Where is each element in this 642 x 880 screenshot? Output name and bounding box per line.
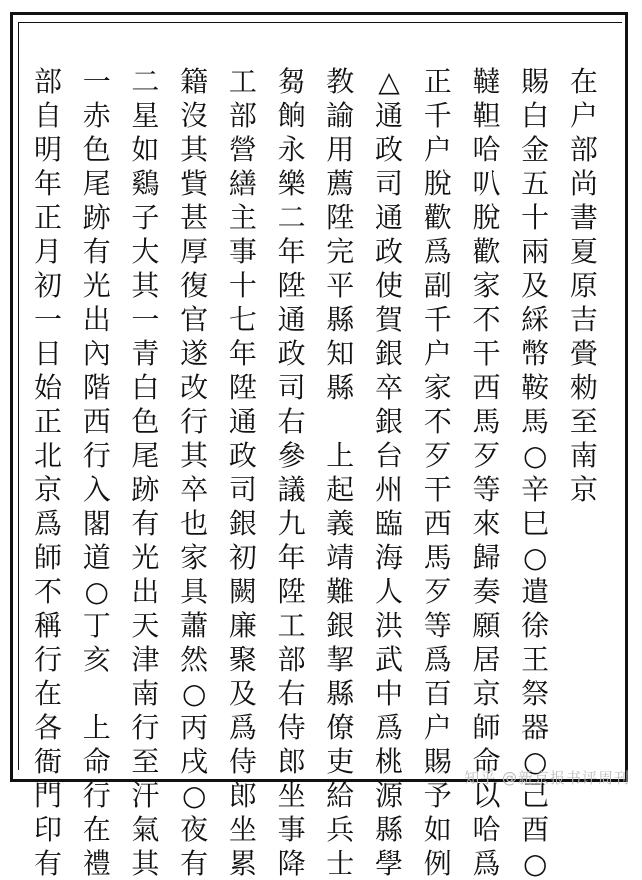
character: 降 <box>277 847 306 880</box>
character: 有 <box>180 847 209 880</box>
character: 州 <box>375 473 404 506</box>
text-column <box>125 65 165 880</box>
character: 師 <box>472 711 501 744</box>
character: 芻 <box>277 65 306 98</box>
character: 有 <box>131 507 160 540</box>
character: 居 <box>472 643 501 676</box>
character: 衙 <box>33 745 62 778</box>
character: 各 <box>33 711 62 744</box>
character: 賜 <box>423 745 452 778</box>
character: 內 <box>82 337 111 370</box>
character: 十 <box>521 201 550 234</box>
character: 工 <box>228 65 257 98</box>
character: 源 <box>375 779 404 812</box>
character: 勑 <box>569 371 598 404</box>
character: ○ <box>522 745 548 778</box>
character: 月 <box>33 235 62 268</box>
character: 哈 <box>472 133 501 166</box>
character: 予 <box>423 779 452 812</box>
character: 遣 <box>521 575 550 608</box>
character: 家 <box>472 269 501 302</box>
character: 二 <box>277 201 306 234</box>
text-column <box>369 65 409 880</box>
character: 諭 <box>326 99 355 132</box>
character: 千 <box>423 303 452 336</box>
character: 賫 <box>569 337 598 370</box>
character: 陞 <box>277 269 306 302</box>
character: 出 <box>131 575 160 608</box>
character: 至 <box>569 405 598 438</box>
character: 遂 <box>180 337 209 370</box>
character: 徐 <box>521 609 550 642</box>
character: 縣 <box>375 813 404 846</box>
character: 副 <box>423 269 452 302</box>
text-column <box>418 65 458 880</box>
character <box>81 678 113 710</box>
character: 營 <box>228 133 257 166</box>
character: 復 <box>180 269 209 302</box>
character: 階 <box>82 371 111 404</box>
character: 爲 <box>472 847 501 880</box>
character: 汗 <box>131 779 160 812</box>
character: 幣 <box>521 337 550 370</box>
character: 金 <box>521 133 550 166</box>
character: 知 <box>326 337 355 370</box>
character: 人 <box>375 575 404 608</box>
character: 完 <box>326 235 355 268</box>
character: 十 <box>228 269 257 302</box>
character: 丁 <box>82 609 111 642</box>
character: 西 <box>472 371 501 404</box>
character: 用 <box>326 133 355 166</box>
character: 歹 <box>472 439 501 472</box>
character: ○ <box>522 439 548 472</box>
character: 干 <box>472 337 501 370</box>
character: 參 <box>277 439 306 472</box>
character: 難 <box>326 575 355 608</box>
character: 京 <box>472 677 501 710</box>
character: 部 <box>277 643 306 676</box>
character: 部 <box>569 133 598 166</box>
character: 右 <box>277 677 306 710</box>
text-column <box>515 65 555 880</box>
character: 陞 <box>277 575 306 608</box>
character: 馬 <box>521 405 550 438</box>
character: 甚 <box>180 201 209 234</box>
character: 光 <box>82 269 111 302</box>
character: 在 <box>82 813 111 846</box>
character: 書 <box>569 201 598 234</box>
character: 哈 <box>472 813 501 846</box>
character: 年 <box>277 235 306 268</box>
character: 縣 <box>326 371 355 404</box>
character: 給 <box>326 779 355 812</box>
character: 津 <box>131 643 160 676</box>
character: 行 <box>33 643 62 676</box>
character: 西 <box>82 405 111 438</box>
character: 西 <box>423 507 452 540</box>
character: 命 <box>472 745 501 778</box>
character: 閣 <box>82 507 111 540</box>
character: 不 <box>33 575 62 608</box>
character: 酉 <box>521 813 550 846</box>
character: 巳 <box>521 507 550 540</box>
character: 有 <box>82 235 111 268</box>
character: 也 <box>180 507 209 540</box>
character: 銀 <box>375 405 404 438</box>
character: 歹 <box>423 439 452 472</box>
character: 干 <box>423 473 452 506</box>
character: 陞 <box>326 201 355 234</box>
character: 以 <box>472 779 501 812</box>
character: ○ <box>84 575 109 608</box>
character: 王 <box>521 643 550 676</box>
character: 改 <box>180 371 209 404</box>
character: 卒 <box>375 371 404 404</box>
character: 歡 <box>472 235 501 268</box>
character: 一 <box>131 303 160 336</box>
character: 京 <box>569 473 598 506</box>
character: 脫 <box>472 201 501 234</box>
character: 具 <box>180 575 209 608</box>
character: 等 <box>472 473 501 506</box>
character: 事 <box>277 813 306 846</box>
character: 厚 <box>180 235 209 268</box>
character: 鷄 <box>131 167 160 200</box>
character: 桃 <box>375 745 404 778</box>
character: 爲 <box>423 643 452 676</box>
character: 政 <box>228 439 257 472</box>
character: 初 <box>228 541 257 574</box>
character: 子 <box>131 201 160 234</box>
character: 京 <box>33 473 62 506</box>
character: 事 <box>228 235 257 268</box>
text-column <box>564 66 604 766</box>
character: 辛 <box>521 473 550 506</box>
text-column <box>223 65 263 880</box>
character: 跡 <box>82 201 111 234</box>
character: 永 <box>277 133 306 166</box>
character: 師 <box>33 541 62 574</box>
character: ○ <box>181 677 207 710</box>
character: 行 <box>180 405 209 438</box>
character: 等 <box>423 609 452 642</box>
character: 侍 <box>228 745 257 778</box>
character: 爲 <box>375 711 404 744</box>
character: 年 <box>228 337 257 370</box>
character: 其 <box>180 133 209 166</box>
character: 户 <box>569 99 598 132</box>
character: 爲 <box>228 711 257 744</box>
character: 郎 <box>277 745 306 778</box>
text-column <box>466 65 506 880</box>
character: 光 <box>131 541 160 574</box>
character: 餉 <box>277 99 306 132</box>
character: 馬 <box>423 541 452 574</box>
character: 爲 <box>33 507 62 540</box>
character: 靼 <box>472 99 501 132</box>
character: 星 <box>131 99 160 132</box>
character: 貲 <box>180 167 209 200</box>
character: 出 <box>82 303 111 336</box>
character: 武 <box>375 643 404 676</box>
character: 一 <box>33 303 62 336</box>
character: ○ <box>181 779 207 812</box>
character: 初 <box>33 269 62 302</box>
character: 韃 <box>472 65 501 98</box>
character: 吏 <box>326 745 355 778</box>
character: 其 <box>131 847 160 880</box>
character: 起 <box>326 473 355 506</box>
character: 日 <box>33 337 62 370</box>
character: 丙 <box>180 711 209 744</box>
character: 挈 <box>326 643 355 676</box>
character: 上 <box>82 711 111 744</box>
character: 奏 <box>472 575 501 608</box>
character: 夏 <box>569 235 598 268</box>
character: 海 <box>375 541 404 574</box>
character: 坐 <box>228 813 257 846</box>
character: 學 <box>375 847 404 880</box>
character: 陞 <box>228 371 257 404</box>
character: 一 <box>82 65 111 98</box>
character: 及 <box>228 677 257 710</box>
character: 工 <box>277 609 306 642</box>
character: 歡 <box>423 201 452 234</box>
character: 上 <box>326 439 355 472</box>
character: 樂 <box>277 167 306 200</box>
character: 然 <box>180 643 209 676</box>
character: 九 <box>277 507 306 540</box>
character: 政 <box>375 133 404 166</box>
character: 南 <box>131 677 160 710</box>
character: 叭 <box>472 167 501 200</box>
character: 義 <box>326 507 355 540</box>
character: 氣 <box>131 813 160 846</box>
character: 在 <box>33 677 62 710</box>
character: 蕭 <box>180 609 209 642</box>
character: 累 <box>228 847 257 880</box>
character: 通 <box>277 303 306 336</box>
character: 教 <box>326 65 355 98</box>
character: 主 <box>228 201 257 234</box>
character: 命 <box>82 745 111 778</box>
character: 靖 <box>326 541 355 574</box>
character: 尾 <box>82 167 111 200</box>
character: 政 <box>375 235 404 268</box>
character: 其 <box>131 269 160 302</box>
character: 例 <box>423 847 452 880</box>
character: 白 <box>131 371 160 404</box>
character: 入 <box>82 473 111 506</box>
character: 行 <box>82 779 111 812</box>
character: 願 <box>472 609 501 642</box>
character: 郎 <box>228 779 257 812</box>
character: 正 <box>33 201 62 234</box>
text-column <box>320 65 360 880</box>
character: 天 <box>131 609 160 642</box>
character: 正 <box>33 405 62 438</box>
character: 官 <box>180 303 209 336</box>
character: 爲 <box>423 235 452 268</box>
character: 家 <box>423 371 452 404</box>
character: 正 <box>423 65 452 98</box>
character: 門 <box>33 779 62 812</box>
character: 綵 <box>521 303 550 336</box>
watermark-text: 知乎 @新京报书评周刊 <box>464 769 630 787</box>
character: 士 <box>326 847 355 880</box>
character: 平 <box>326 269 355 302</box>
character: 己 <box>521 779 550 812</box>
character: 明 <box>33 133 62 166</box>
character: 政 <box>277 337 306 370</box>
character: △ <box>378 65 400 98</box>
character: 夜 <box>180 813 209 846</box>
character: 通 <box>375 201 404 234</box>
character: 尾 <box>131 439 160 472</box>
character: 通 <box>375 99 404 132</box>
text-column <box>28 65 68 880</box>
character: 至 <box>131 745 160 778</box>
character: 南 <box>569 439 598 472</box>
character: 中 <box>375 677 404 710</box>
character: 馬 <box>472 405 501 438</box>
character: 家 <box>180 541 209 574</box>
character: 臨 <box>375 507 404 540</box>
character: 如 <box>423 813 452 846</box>
character: 始 <box>33 371 62 404</box>
character: 道 <box>82 541 111 574</box>
character: 部 <box>33 65 62 98</box>
character: 年 <box>33 167 62 200</box>
character: 縣 <box>326 677 355 710</box>
character: 大 <box>131 235 160 268</box>
character: 洪 <box>375 609 404 642</box>
character: 銀 <box>375 337 404 370</box>
character: 廉 <box>228 609 257 642</box>
character: 跡 <box>131 473 160 506</box>
character: 兵 <box>326 813 355 846</box>
character: 歹 <box>423 575 452 608</box>
character: 卒 <box>180 473 209 506</box>
character: 賀 <box>375 303 404 336</box>
character: 議 <box>277 473 306 506</box>
character: 司 <box>228 473 257 506</box>
character: 七 <box>228 303 257 336</box>
character: 銀 <box>326 609 355 642</box>
character: 自 <box>33 99 62 132</box>
character: 來 <box>472 507 501 540</box>
character: 户 <box>423 337 452 370</box>
character: 户 <box>423 711 452 744</box>
character: 器 <box>521 711 550 744</box>
character: 千 <box>423 99 452 132</box>
character: 戌 <box>180 745 209 778</box>
character: 闕 <box>228 575 257 608</box>
character: 二 <box>131 65 160 98</box>
character: ○ <box>522 847 548 880</box>
text-column <box>174 65 214 880</box>
character: 沒 <box>180 99 209 132</box>
character: 司 <box>277 371 306 404</box>
character: 歸 <box>472 541 501 574</box>
character: 户 <box>423 133 452 166</box>
character: 薦 <box>326 167 355 200</box>
character: 白 <box>521 99 550 132</box>
character: 脫 <box>423 167 452 200</box>
character: 縣 <box>326 303 355 336</box>
character: 部 <box>228 99 257 132</box>
character: 通 <box>228 405 257 438</box>
character: 銀 <box>228 507 257 540</box>
character: 色 <box>131 405 160 438</box>
character: 繕 <box>228 167 257 200</box>
character: 僚 <box>326 711 355 744</box>
character: 印 <box>33 813 62 846</box>
character: 右 <box>277 405 306 438</box>
character: 台 <box>375 439 404 472</box>
character: ○ <box>522 541 548 574</box>
character: 有 <box>33 847 62 880</box>
character: 鞍 <box>521 371 550 404</box>
character: 祭 <box>521 677 550 710</box>
character: 侍 <box>277 711 306 744</box>
character: 百 <box>423 677 452 710</box>
character: 不 <box>472 303 501 336</box>
character: 青 <box>131 337 160 370</box>
character: 賜 <box>521 65 550 98</box>
character: 其 <box>180 439 209 472</box>
character: 年 <box>277 541 306 574</box>
character: 使 <box>375 269 404 302</box>
text-column <box>77 65 117 880</box>
character: 色 <box>82 133 111 166</box>
text-column <box>272 65 312 880</box>
character: 如 <box>131 133 160 166</box>
character: 籍 <box>180 65 209 98</box>
character: 在 <box>569 65 598 98</box>
character: 行 <box>82 439 111 472</box>
character: 兩 <box>521 235 550 268</box>
character: 及 <box>521 269 550 302</box>
character: 原 <box>569 269 598 302</box>
character: 司 <box>375 167 404 200</box>
character: 禮 <box>82 847 111 880</box>
character: 聚 <box>228 643 257 676</box>
character: 亥 <box>82 643 111 676</box>
character: 吉 <box>569 303 598 336</box>
character: 坐 <box>277 779 306 812</box>
character <box>324 406 356 438</box>
character: 尚 <box>569 167 598 200</box>
character: 稱 <box>33 609 62 642</box>
character: 五 <box>521 167 550 200</box>
character: 赤 <box>82 99 111 132</box>
character: 不 <box>423 405 452 438</box>
character: 行 <box>131 711 160 744</box>
character: 北 <box>33 439 62 472</box>
